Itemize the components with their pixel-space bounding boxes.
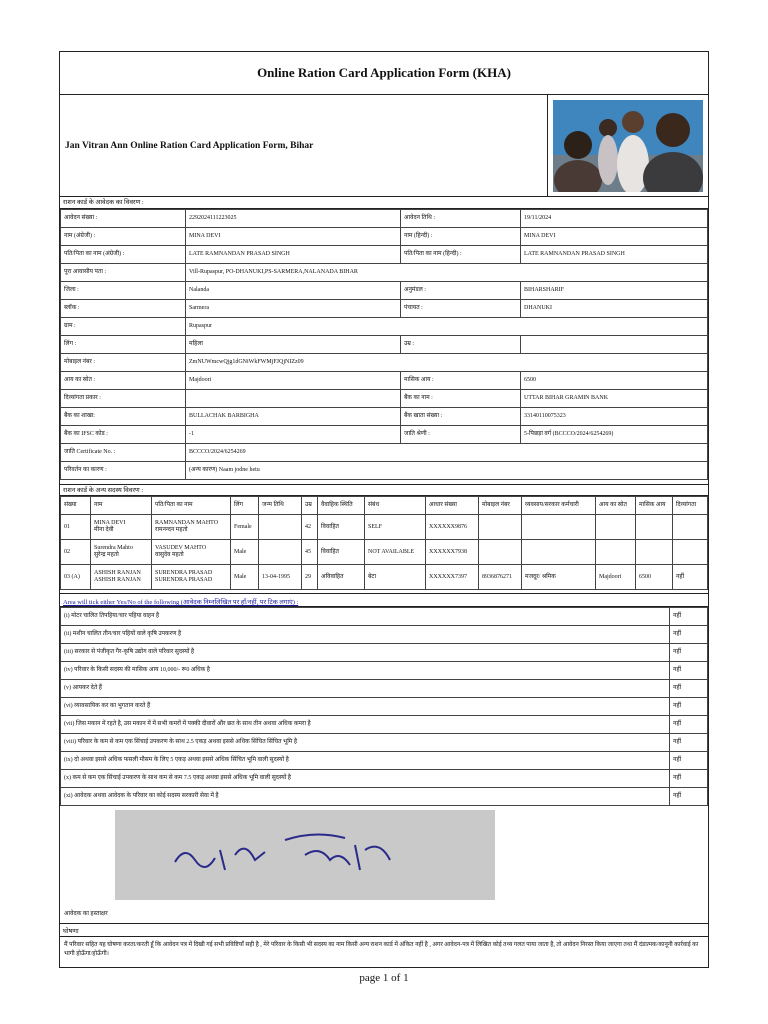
field-label: जाति श्रेणी : [401, 426, 521, 444]
member-cell: अविवाहित [318, 565, 365, 590]
applicant-row [61, 444, 708, 462]
field-label: ब्लॉक : [61, 300, 186, 318]
member-cell: XXXXXX9876 [426, 515, 479, 540]
field-value: Majdoori [186, 372, 401, 390]
question-row [61, 626, 708, 644]
member-cell: RAMNANDAN MAHTO रामनन्दन महतो [152, 515, 231, 540]
field-value: 33140110075323 [521, 408, 708, 426]
question-text: (ii) मशीन चालित तीन/चार पहियों वाले कृषि उपकरण है [61, 626, 670, 644]
field-label: दिव्यांगता प्रकार : [61, 390, 186, 408]
member-cell: 13-04-1995 [259, 565, 302, 590]
member-cell [479, 540, 522, 565]
applicant-row [61, 300, 708, 318]
member-cell: Surendra Mahto सुरेन्द्र महतो [91, 540, 152, 565]
question-answer: नहीं [670, 680, 708, 698]
question-text: (i) मोटर चालित तिपहिया/चार पहिया वाहन है [61, 608, 670, 626]
field-value: ZmNUWmcwQjg1dGNiWkFWMjFJQjNIZz09 [186, 354, 708, 372]
field-value [186, 390, 401, 408]
field-label: बैंक का IFSC कोड : [61, 426, 186, 444]
member-cell: बेटा [365, 565, 426, 590]
member-cell [596, 515, 636, 540]
field-value: LATE RAMNANDAN PRASAD SINGH [186, 246, 401, 264]
field-label: बैंक का शाखा: [61, 408, 186, 426]
member-cell: नहीं [673, 565, 708, 590]
member-cell: Female [231, 515, 259, 540]
member-cell: Majdoori [596, 565, 636, 590]
applicant-row [61, 246, 708, 264]
column-header: मोबाइल नंबर [479, 497, 522, 515]
field-label: मोबाइल नंबर : [61, 354, 186, 372]
field-label: आवेदन तिथि : [401, 210, 521, 228]
column-header: उम्र [302, 497, 318, 515]
member-cell [636, 540, 673, 565]
member-cell: 45 [302, 540, 318, 565]
declaration-text: मैं परिवार सहित यह घोषणा करता/करती हूँ कि आवेदन पत्र में दिखी गई सभी प्रविष्टियाँ सही है , मेरे परिवार के किसी भी सदस्य का नाम किसी अन्य राशन कार्ड में अंकित नहीं है , अगर आवेदन-पत्र में लिखित कोई तथ्य गलत पाया जाता है, तो आवेदन निरस्त किया जाएगा तथा मैं दंडात्मक/कानूनी कार्रवाई का भागी होऊँगा/होऊँगी। [64, 942, 699, 957]
questions-table [60, 607, 708, 806]
member-cell [259, 515, 302, 540]
field-value: 5-पिछड़ा वर्ग (BCCCO/2024/6254269) [521, 426, 708, 444]
field-label: पति/पिता का नाम (अंग्रेजी) : [61, 246, 186, 264]
field-value: Sarmera [186, 300, 401, 318]
applicant-row [61, 426, 708, 444]
member-cell: MINA DEVI मीना देवी [91, 515, 152, 540]
column-header: नाम [91, 497, 152, 515]
question-row [61, 788, 708, 806]
member-cell: Male [231, 565, 259, 590]
member-cell: 42 [302, 515, 318, 540]
question-row [61, 608, 708, 626]
field-label: पति/पिता का नाम (हिन्दी) : [401, 246, 521, 264]
field-label: बैंक खाता संख्या : [401, 408, 521, 426]
field-label: अनुमंडल : [401, 282, 521, 300]
question-row [61, 734, 708, 752]
field-label: नाम (अंग्रेजी) : [61, 228, 186, 246]
field-label: ग्राम : [61, 318, 186, 336]
declaration-heading: Area will tick either Yes/No of the following (आवेदक निम्नलिखित पर हाँ/नहीं, पर टिक लगाएं) : [60, 593, 708, 607]
column-header: पति/पिता का नाम [152, 497, 231, 515]
field-value: UTTAR BIHAR GRAMIN BANK [521, 390, 708, 408]
member-cell: विवाहित [318, 515, 365, 540]
question-answer: नहीं [670, 626, 708, 644]
applicant-row [61, 210, 708, 228]
applicant-row [61, 462, 708, 480]
column-header: व्यवसाय/सरकार कर्मचारी [522, 497, 596, 515]
form-title: Online Ration Card Application Form (KHA) [60, 52, 708, 95]
column-header: आय का स्रोत [596, 497, 636, 515]
column-header: मासिक आय [636, 497, 673, 515]
field-value: 19/11/2024 [521, 210, 708, 228]
page-footer: page 1 of 1 [359, 972, 409, 984]
question-text: (viii) परिवार के कम से कम एक सिंचाई उपकरण के साथ 2.5 एकड़ अथवा इससे अधिक सिंचित सिंचित भूमि है [61, 734, 670, 752]
question-text: (xi) आवेदक अथवा आवेदक के परिवार का कोई सदस्य सरकारी सेवा में है [61, 788, 670, 806]
member-row [61, 565, 708, 590]
field-label: जिला : [61, 282, 186, 300]
field-value: Vill-Rupaspur, PO-DHANUKI,PS-SARMERA,NALANADA BIHAR [186, 264, 708, 282]
form-frame [59, 51, 709, 968]
column-header: लिंग [231, 497, 259, 515]
member-cell [522, 515, 596, 540]
member-cell: विवाहित [318, 540, 365, 565]
member-cell: VASUDEV MAHTO वासुदेव महतो [152, 540, 231, 565]
members-table [60, 496, 708, 590]
field-value: 2292024111223025 [186, 210, 401, 228]
applicant-row [61, 336, 708, 354]
question-answer: नहीं [670, 608, 708, 626]
question-text: (iv) परिवार के किसी सदस्य की मासिक आय 10,000/- रू0 अधिक है [61, 662, 670, 680]
question-text: (x) कम से कम एक सिंचाई उपकरण के साथ कम से कम 7.5 एकड़ अथवा इससे अधिक भूमि वाली सुदस्यों है [61, 770, 670, 788]
applicant-table [60, 209, 708, 480]
member-cell: Male [231, 540, 259, 565]
question-answer: नहीं [670, 752, 708, 770]
question-answer: नहीं [670, 770, 708, 788]
question-text: (v) आयकर देते हैं [61, 680, 670, 698]
question-answer: नहीं [670, 716, 708, 734]
applicant-row [61, 354, 708, 372]
member-cell [596, 540, 636, 565]
member-cell: SURENDRA PRASAD SURENDRA PRASAD [152, 565, 231, 590]
question-row [61, 644, 708, 662]
question-text: (iii) सरकार से पंजीकृत गैर-कृषि उद्योग वाले परिवार सुदस्यों है [61, 644, 670, 662]
field-label: जाति Certificate No. : [61, 444, 186, 462]
member-cell: 03 (A) [61, 565, 91, 590]
field-value: 6500 [521, 372, 708, 390]
field-label: उम्र : [401, 336, 521, 354]
member-cell: 02 [61, 540, 91, 565]
question-answer: नहीं [670, 734, 708, 752]
field-value: MINA DEVI [186, 228, 401, 246]
member-cell: NOT AVAILABLE [365, 540, 426, 565]
field-value: MINA DEVI [521, 228, 708, 246]
field-value: BIHARSHARIF [521, 282, 708, 300]
question-row [61, 770, 708, 788]
field-label: नाम (हिन्दी) : [401, 228, 521, 246]
field-label: बैंक का नाम : [401, 390, 521, 408]
field-value: -1 [186, 426, 401, 444]
member-cell: 29 [302, 565, 318, 590]
applicant-photo [553, 100, 703, 192]
field-label: मासिक आय : [401, 372, 521, 390]
question-text: (ix) दो अथवा इससे अधिक फसली मौसम के लिए 5 एकड़ अथवा इससे अधिक सिंचित भूमि वाली सुदस्यों है [61, 752, 670, 770]
signature-image [115, 810, 495, 900]
column-header: आधार संख्या [426, 497, 479, 515]
column-header: संख्या [61, 497, 91, 515]
question-text: (vii) जिस मकान में रहते है, उस मकान में में सभी कमरों में पक्की दीवारों और छत के साथ तीन अथवा अधिक कमरा है [61, 716, 670, 734]
applicant-row [61, 408, 708, 426]
column-header: संबंध [365, 497, 426, 515]
column-header: वैवाहिक स्थिति [318, 497, 365, 515]
subheader [60, 95, 708, 197]
field-label: आवेदन संख्या : [61, 210, 186, 228]
question-answer: नहीं [670, 662, 708, 680]
member-cell [522, 540, 596, 565]
member-cell [479, 515, 522, 540]
question-row [61, 680, 708, 698]
signature-box [60, 806, 708, 924]
field-label: आय का स्रोत : [61, 372, 186, 390]
member-cell: 8936876271 [479, 565, 522, 590]
applicant-row [61, 390, 708, 408]
form-subtitle: Jan Vitran Ann Online Ration Card Application Form, Bihar [65, 140, 314, 151]
member-cell: XXXXXX7397 [426, 565, 479, 590]
field-value: Nalanda [186, 282, 401, 300]
applicant-section-title: राशन कार्ड के आवेदक का विवरण : [60, 197, 708, 209]
field-value: Rupaspur [186, 318, 708, 336]
member-cell: 6500 [636, 565, 673, 590]
field-value [521, 336, 708, 354]
member-cell [636, 515, 673, 540]
signature-label: आवेदक का हस्ताक्षर [64, 911, 108, 917]
declaration-label: घोषणा [60, 924, 708, 937]
question-answer: नहीं [670, 698, 708, 716]
member-cell [259, 540, 302, 565]
applicant-row [61, 228, 708, 246]
question-answer: नहीं [670, 788, 708, 806]
member-row [61, 540, 708, 565]
question-row [61, 698, 708, 716]
applicant-row [61, 264, 708, 282]
members-section-title: राशन कार्ड के अन्य सदस्य विवरण : [60, 484, 708, 496]
field-value: DHANUKI [521, 300, 708, 318]
member-cell: ASHISH RANJAN ASHISH RANJAN [91, 565, 152, 590]
question-row [61, 662, 708, 680]
field-label: परिवर्तन का कारण : [61, 462, 186, 480]
question-answer: नहीं [670, 644, 708, 662]
applicant-row [61, 282, 708, 300]
field-label: पंचायत : [401, 300, 521, 318]
field-value: LATE RAMNANDAN PRASAD SINGH [521, 246, 708, 264]
field-label: लिंग : [61, 336, 186, 354]
applicant-row [61, 318, 708, 336]
question-text: (vi) व्यावसायिक कर का भुगतान करते हैं [61, 698, 670, 716]
photo-cell [547, 95, 708, 196]
column-header: जन्म तिथि [259, 497, 302, 515]
field-value: महिला [186, 336, 401, 354]
question-row [61, 716, 708, 734]
question-row [61, 752, 708, 770]
field-value: BULLACHAK BARBIGHA [186, 408, 401, 426]
member-cell: XXXXXX7938 [426, 540, 479, 565]
field-label: पूरा आवासीय पता : [61, 264, 186, 282]
column-header: दिव्यांगता [673, 497, 708, 515]
field-value: BCCCO/2024/6254269 [186, 444, 708, 462]
member-cell: SELF [365, 515, 426, 540]
field-value: (अन्य कारण) Naam jodne hetu [186, 462, 708, 480]
applicant-row [61, 372, 708, 390]
member-cell [673, 515, 708, 540]
member-cell [673, 540, 708, 565]
member-cell: 01 [61, 515, 91, 540]
member-row [61, 515, 708, 540]
member-cell: मजदूर/ श्रमिक [522, 565, 596, 590]
